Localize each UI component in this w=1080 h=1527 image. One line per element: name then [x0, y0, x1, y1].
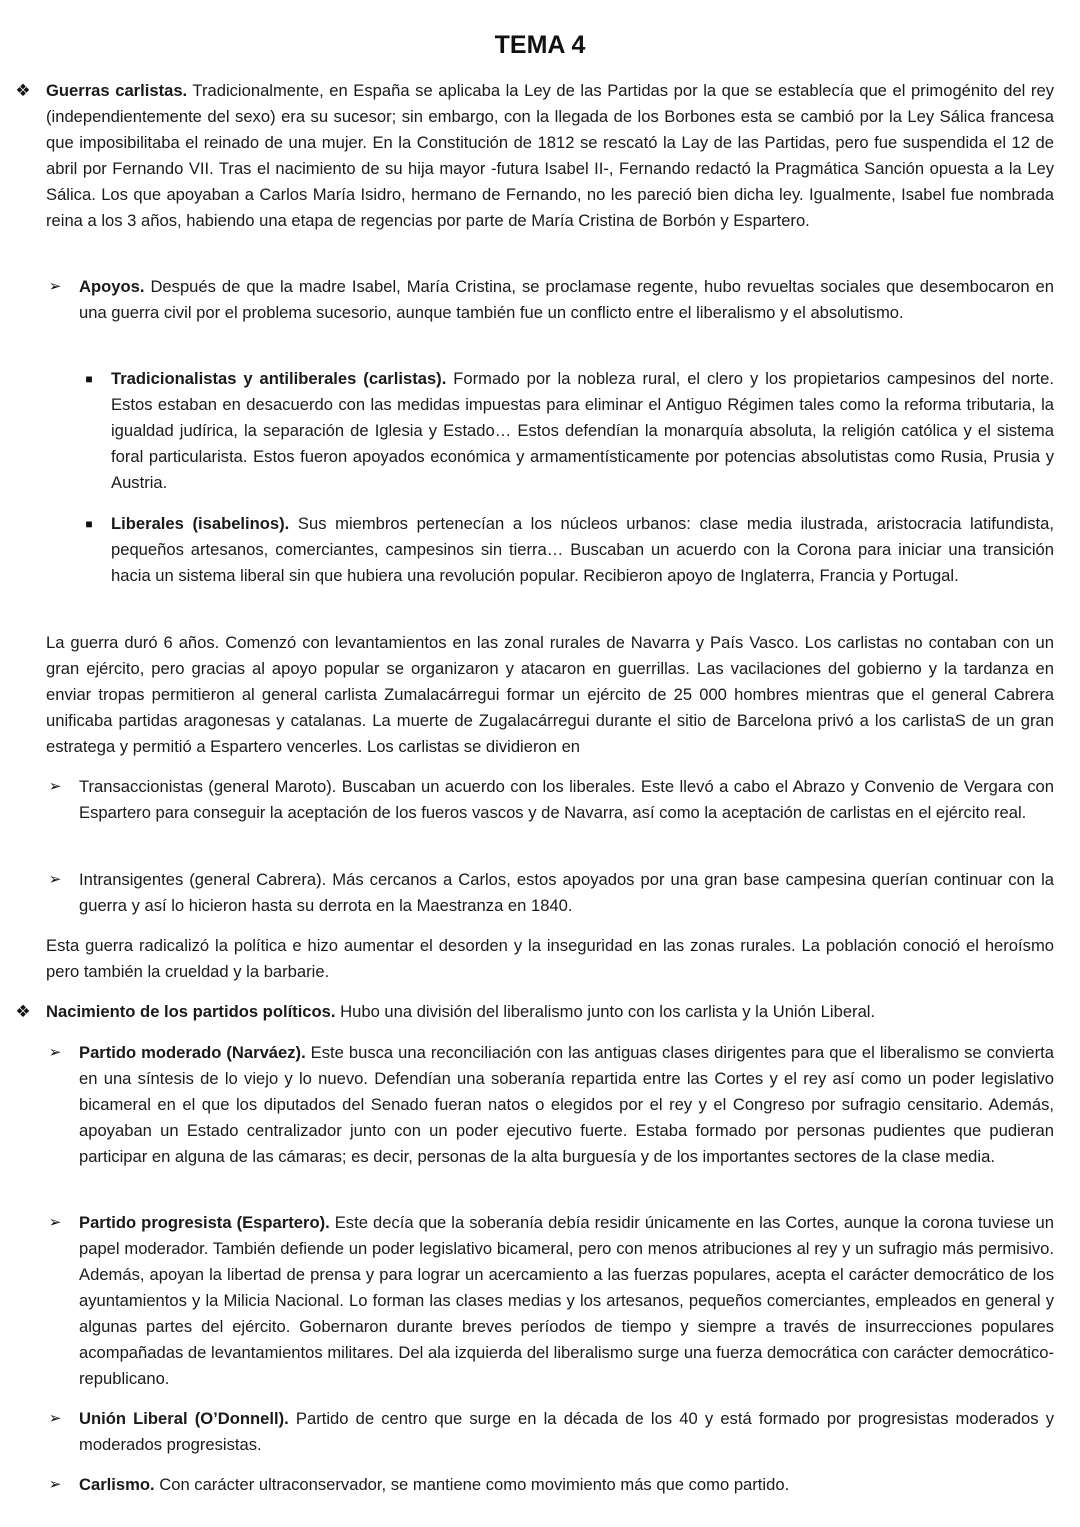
arrowhead-bullet-icon: ➢: [48, 278, 62, 295]
paragraph-intransigentes: Intransigentes (general Cabrera). Más cercanos a Carlos, estos apoyados por una gran base campesina querían continuar con la guerra y así lo hicieron hasta su derrota en la Maestranza en 1840.: [79, 870, 1054, 915]
four-diamond-bullet-icon: ❖: [15, 81, 31, 100]
arrowhead-bullet-icon: ➢: [48, 1044, 62, 1061]
heading-carlismo: Carlismo.: [79, 1475, 155, 1494]
arrowhead-bullet-icon: ➢: [48, 1410, 62, 1427]
paragraph-carlistas: Tradicionalistas y antiliberales (carlistas). Formado por la nobleza rural, el clero y los propietarios campesinos del norte. Estos estaban en desacuerdo con las medidas impuestas para eliminar el Antiguo Régimen tales como la reforma tributaria, la igualdad judírica, la separación de Iglesia y Estado… Estos defendían la monarquía absoluta, la religión católica y el sistema foral particularista. Estos fueron apoyados económica y armamentísticamente por potencias absolutistas como Rusia, Prusia y Austria.: [111, 369, 1054, 492]
page-title: TEMA 4: [494, 31, 586, 59]
four-diamond-bullet-icon: ❖: [15, 1002, 31, 1021]
arrowhead-bullet-icon: ➢: [48, 1214, 62, 1231]
heading-carlistas: Tradicionalistas y antiliberales (carlistas).: [111, 369, 447, 388]
paragraph-guerras-carlistas: Guerras carlistas. Tradicionalmente, en España se aplicaba la Ley de las Partidas por la que se establecía que el primogénito del rey (independientemente del sexo) era su sucesor; sin embargo, con la llegada de los Borbones esta se cambió por la Ley Sálica francesa que imposibilitaba el reinado de una mujer. En la Constitución de 1812 se rescató la Lay de las Partidas, pero fue suspendida el 12 de abril por Fernando VII. Tras el nacimiento de su hija mayor -futura Isabel II-, Fernando redactó la Pragmática Sanción opuesta a la Ley Sálica. Los que apoyaban a Carlos María Isidro, hermano de Fernando, no les pareció bien dicha ley. Igualmente, Isabel fue nombrada reina a los 3 años, habiendo una etapa de regencias por parte de María Cristina de Borbón y Espartero.: [46, 81, 1054, 230]
paragraph-liberales: Liberales (isabelinos). Sus miembros pertenecían a los núcleos urbanos: clase media ilustrada, aristocracia latifundista, pequeños artesanos, comerciantes, campesinos sin tierra… Buscaban un acuerdo con la Corona para iniciar una transición hacia un sistema liberal sin que hubiera una revolución popular. Recibieron apoyo de Inglaterra, Francia y Portugal.: [111, 514, 1054, 585]
square-bullet-icon: ■: [85, 517, 93, 531]
square-bullet-icon: ■: [85, 372, 93, 386]
arrowhead-bullet-icon: ➢: [48, 871, 62, 888]
heading-liberales: Liberales (isabelinos).: [111, 514, 290, 533]
arrowhead-bullet-icon: ➢: [48, 778, 62, 795]
paragraph-transaccionistas: Transaccionistas (general Maroto). Buscaban un acuerdo con los liberales. Este llevó a cabo el Abrazo y Convenio de Vergara con Espartero para conseguir la aceptación de los fueros vascos y de Navarra, así como la aceptación de carlistas en el ejército real.: [79, 777, 1054, 822]
heading-partido-moderado: Partido moderado (Narváez).: [79, 1043, 306, 1062]
heading-partido-progresista: Partido progresista (Espartero).: [79, 1213, 330, 1232]
paragraph-guerra: La guerra duró 6 años. Comenzó con levantamientos en las zonal rurales de Navarra y País Vasco. Los carlistas no contaban con un gran ejército, pero gracias al apoyo popular se organizaron y atacaron en guerrillas. Las vacilaciones del gobierno y la tardanza en enviar tropas permitieron al general carlista Zumalacárregui formar un ejército de 25 000 hombres mientras que el general Cabrera unificaba partidas aragonesas y catalanas. La muerte de Zugalacárregui durante el sitio de Barcelona privó a los carlistaS de un gran estratega y permitió a Espartero vencerles. Los carlistas se dividieron en: [46, 633, 1054, 756]
arrowhead-bullet-icon: ➢: [48, 1476, 62, 1493]
paragraph-partidos-politicos: Nacimiento de los partidos políticos. Hubo una división del liberalismo junto con los carlista y la Unión Liberal.: [46, 1002, 876, 1021]
heading-partidos-politicos: Nacimiento de los partidos políticos.: [46, 1002, 336, 1021]
heading-guerras-carlistas: Guerras carlistas.: [46, 81, 188, 100]
paragraph-union-liberal: Unión Liberal (O’Donnell). Partido de centro que surge en la década de los 40 y está formado por progresistas moderados y moderados progresistas.: [79, 1409, 1054, 1454]
paragraph-carlismo: Carlismo. Con carácter ultraconservador, se mantiene como movimiento más que como partido.: [79, 1475, 790, 1494]
paragraph-partido-moderado: Partido moderado (Narváez). Este busca una reconciliación con las antiguas clases dirigentes para que el liberalismo se convierta en una síntesis de lo viejo y lo nuevo. Defendían una soberanía repartida entre las Cortes y el rey así como un poder legislativo bicameral en el que los diputados del Senado fueran natos o elegidos por el rey y el Congreso por sufragio censitario. Además, apoyaban un Estado centralizador junto con un poder ejecutivo fuerte. Estaba formado por personas pudientes que pudieran participar en alguna de las cámaras; es decir, personas de la alta burguesía y de los importantes sectores de la clase media.: [79, 1043, 1054, 1166]
heading-union-liberal: Unión Liberal (O’Donnell).: [79, 1409, 289, 1428]
paragraph-apoyos: Apoyos. Después de que la madre Isabel, María Cristina, se proclamase regente, hubo revueltas sociales que desembocaron en una guerra civil por el problema sucesorio, aunque también fue un conflicto entre el liberalismo y el absolutismo.: [79, 277, 1054, 322]
paragraph-partido-progresista: Partido progresista (Espartero). Este decía que la soberanía debía residir únicamente en las Cortes, aunque la corona tuviese un papel moderador. También defiende un poder legislativo bicameral, pero con menos atribuciones al rey y un sufragio más permisivo. Además, apoyan la libertad de prensa y para lograr un acercamiento a las fuerzas populares, acepta el carácter democrático de los ayuntamientos y la Milicia Nacional. Lo forman las clases medias y los artesanos, pequeños comerciantes, empleados en general y algunas partes del ejército. Gobernaron durante breves períodos de tiempo y siempre a través de insurrecciones populares acompañadas de levantamientos militares. Del ala izquierda del liberalismo surge una fuerza democrática con carácter democrático-republicano.: [79, 1213, 1055, 1388]
paragraph-radicalizo: Esta guerra radicalizó la política e hizo aumentar el desorden y la inseguridad en las zonas rurales. La población conoció el heroísmo pero también la crueldad y la barbarie.: [46, 936, 1054, 981]
heading-apoyos: Apoyos.: [79, 277, 145, 296]
